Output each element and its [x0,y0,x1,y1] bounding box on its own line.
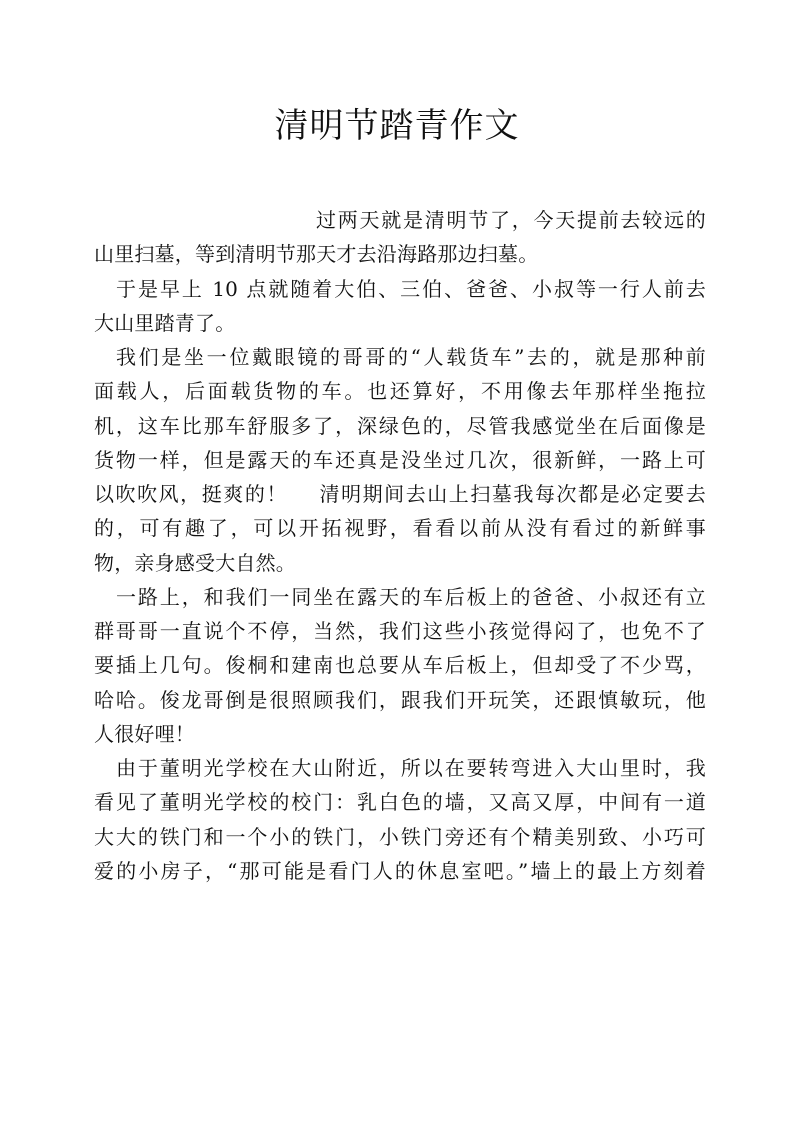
text-line: 的，可有趣了，可以开拓视野，看看以前从没有看过的新鲜事 [94,516,706,541]
document-title: 清明节踏青作文 [274,106,520,146]
text-line: 过两天就是清明节了，今天提前去较远的 [316,208,706,232]
text-line: 面载人，后面载货物的车。也还算好，不用像去年那样坐拖拉 [94,379,706,404]
text-line: 山里扫墓，等到清明节那天才去沿海路那边扫墓。 [94,242,539,267]
text-line: 机，这车比那车舒服多了，深绿色的，尽管我感觉坐在后面像是 [94,413,706,438]
essay-body [94,203,706,888]
text-line: 看见了董明光学校的校门：乳白色的墙，又高又厚，中间有一道 [94,790,706,815]
text-line: 以吹吹风，挺爽的！ 清明期间去山上扫墓我每次都是必定要去 [94,482,706,506]
text-line: 哈哈。俊龙哥倒是很照顾我们，跟我们开玩笑，还跟慎敏玩，他 [94,687,706,712]
text-line: 人很好哩！ [94,721,195,746]
text-line: 大山里踏青了。 [94,310,236,335]
text-line: 爱的小房子，“那可能是看门人的休息室吧。”墙上的最上方刻着 [94,858,706,883]
text-line: 大大的铁门和一个小的铁门，小铁门旁还有个精美别致、小巧可 [94,824,706,849]
text-line: 由于董明光学校在大山附近，所以在要转弯进入大山里时，我 [116,756,706,780]
text-line: 货物一样，但是露天的车还真是没坐过几次，很新鲜，一路上可 [94,447,706,472]
text-line: 物，亲身感受大自然。 [94,550,296,575]
text-line: 一路上，和我们一同坐在露天的车后板上的爸爸、小叔还有立 [116,584,706,609]
text-line: 于是早上 10 点就随着大伯、三伯、爸爸、小叔等一行人前去 [116,276,706,301]
text-line: 要插上几句。俊桐和建南也总要从车后板上，但却受了不少骂， [94,653,706,678]
text-line: 我们是坐一位戴眼镜的哥哥的“人载货车”去的，就是那种前 [116,345,706,369]
text-line: 群哥哥一直说个不停，当然，我们这些小孩觉得闷了，也免不了 [94,619,706,643]
